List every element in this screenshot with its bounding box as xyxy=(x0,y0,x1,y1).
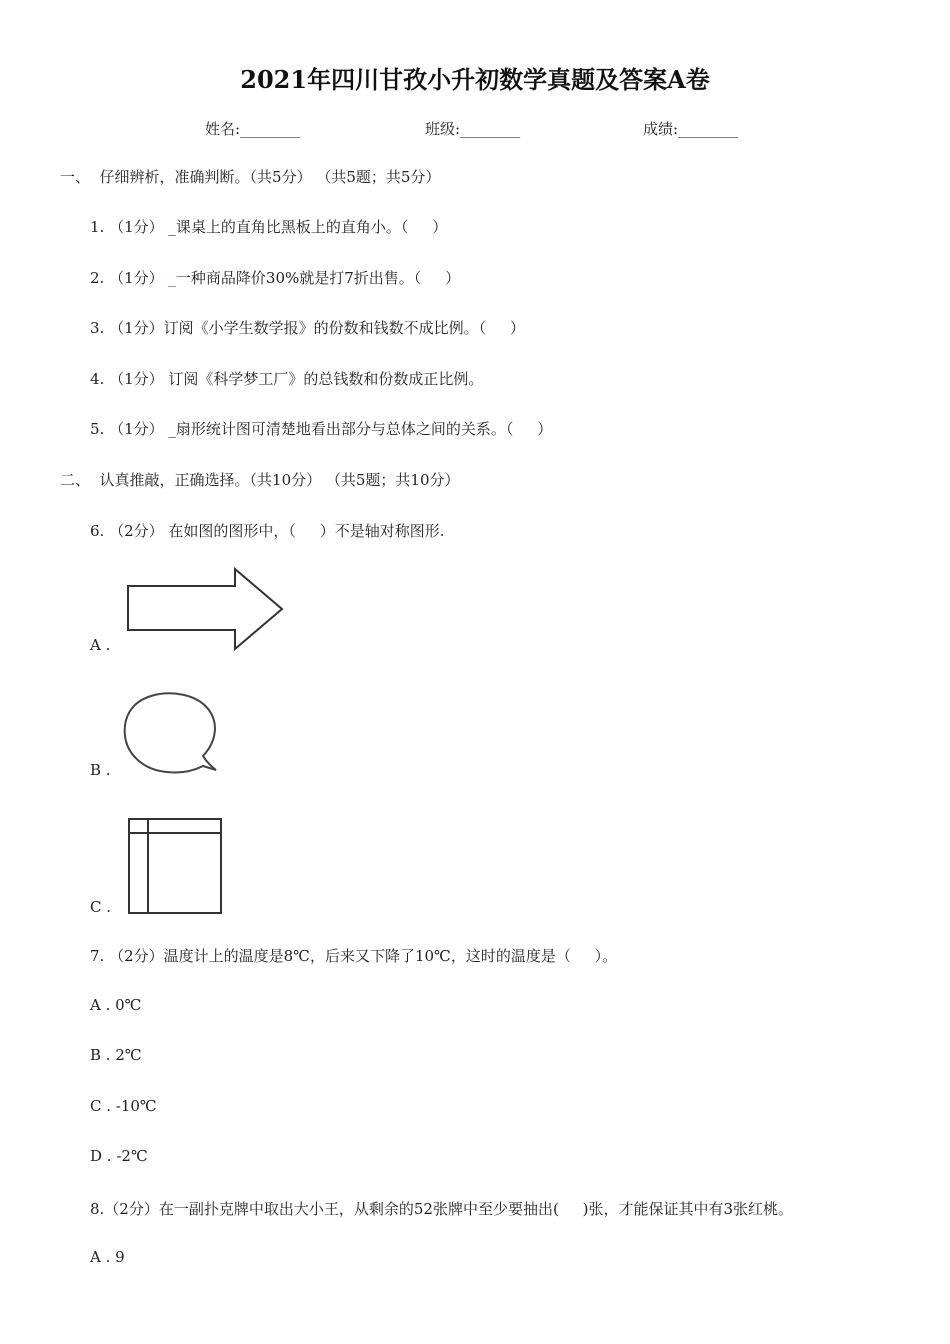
question-7: 7. （2分）温度计上的温度是8℃，后来又下降了10℃，这时的温度是（ ）。 xyxy=(90,947,618,965)
name-label: 姓名: xyxy=(205,120,241,138)
score-field xyxy=(643,118,738,139)
section-1-heading: 一、 仔细辨析，准确判断。（共5分） （共5题；共5分） xyxy=(60,168,441,186)
question-6: 6. （2分） 在如图的图形中，（ ）不是轴对称图形. xyxy=(90,522,445,540)
question-7-option-d: D . -2℃ xyxy=(90,1147,148,1165)
name-blank: ________ xyxy=(240,120,301,138)
question-2-number: 2. （1分） xyxy=(90,269,169,287)
section-2-heading: 二、 认真推敲，正确选择。（共10分） （共5题；共10分） xyxy=(60,471,460,489)
name-field xyxy=(205,118,300,139)
arrow-figure xyxy=(124,566,286,652)
question-2-blank: _ xyxy=(168,269,176,287)
document-title: 2021年四川甘孜小升初数学真题及答案A卷 xyxy=(240,65,710,94)
class-blank: ________ xyxy=(460,120,521,138)
question-1: 1. （1分） _课桌上的直角比黑板上的直角小。（ ） xyxy=(90,218,448,236)
question-7-option-c: C . -10℃ xyxy=(90,1097,157,1115)
question-3: 3. （1分）订阅《小学生数学报》的份数和钱数不成比例。（ ） xyxy=(90,319,525,337)
question-8-option-a: A . 9 xyxy=(90,1248,125,1266)
question-7-option-b: B . 2℃ xyxy=(90,1046,142,1064)
speech-bubble-figure xyxy=(121,690,221,778)
question-7-option-a: A . 0℃ xyxy=(90,996,142,1014)
divided-square-figure xyxy=(126,816,224,916)
question-8: 8.（2分）在一副扑克牌中取出大小王，从剩余的52张牌中至少要抽出( )张，才能保证其中有3张红桃。 xyxy=(90,1200,794,1218)
question-2 xyxy=(90,267,460,288)
question-6-option-b-label: B . xyxy=(90,761,111,779)
score-label: 成绩: xyxy=(643,120,679,138)
score-blank: ________ xyxy=(678,120,739,138)
question-4: 4. （1分） 订阅《科学梦工厂》的总钱数和份数成正比例。 xyxy=(90,370,484,388)
question-5: 5. （1分） _扇形统计图可清楚地看出部分与总体之间的关系。（ ） xyxy=(90,420,553,438)
class-field xyxy=(425,118,520,139)
question-6-option-a-label: A . xyxy=(90,636,111,654)
question-2-text: 一种商品降价30%就是打7折出售。（ ） xyxy=(175,269,461,287)
class-label: 班级: xyxy=(425,120,461,138)
question-6-option-c-label: C . xyxy=(90,898,112,916)
